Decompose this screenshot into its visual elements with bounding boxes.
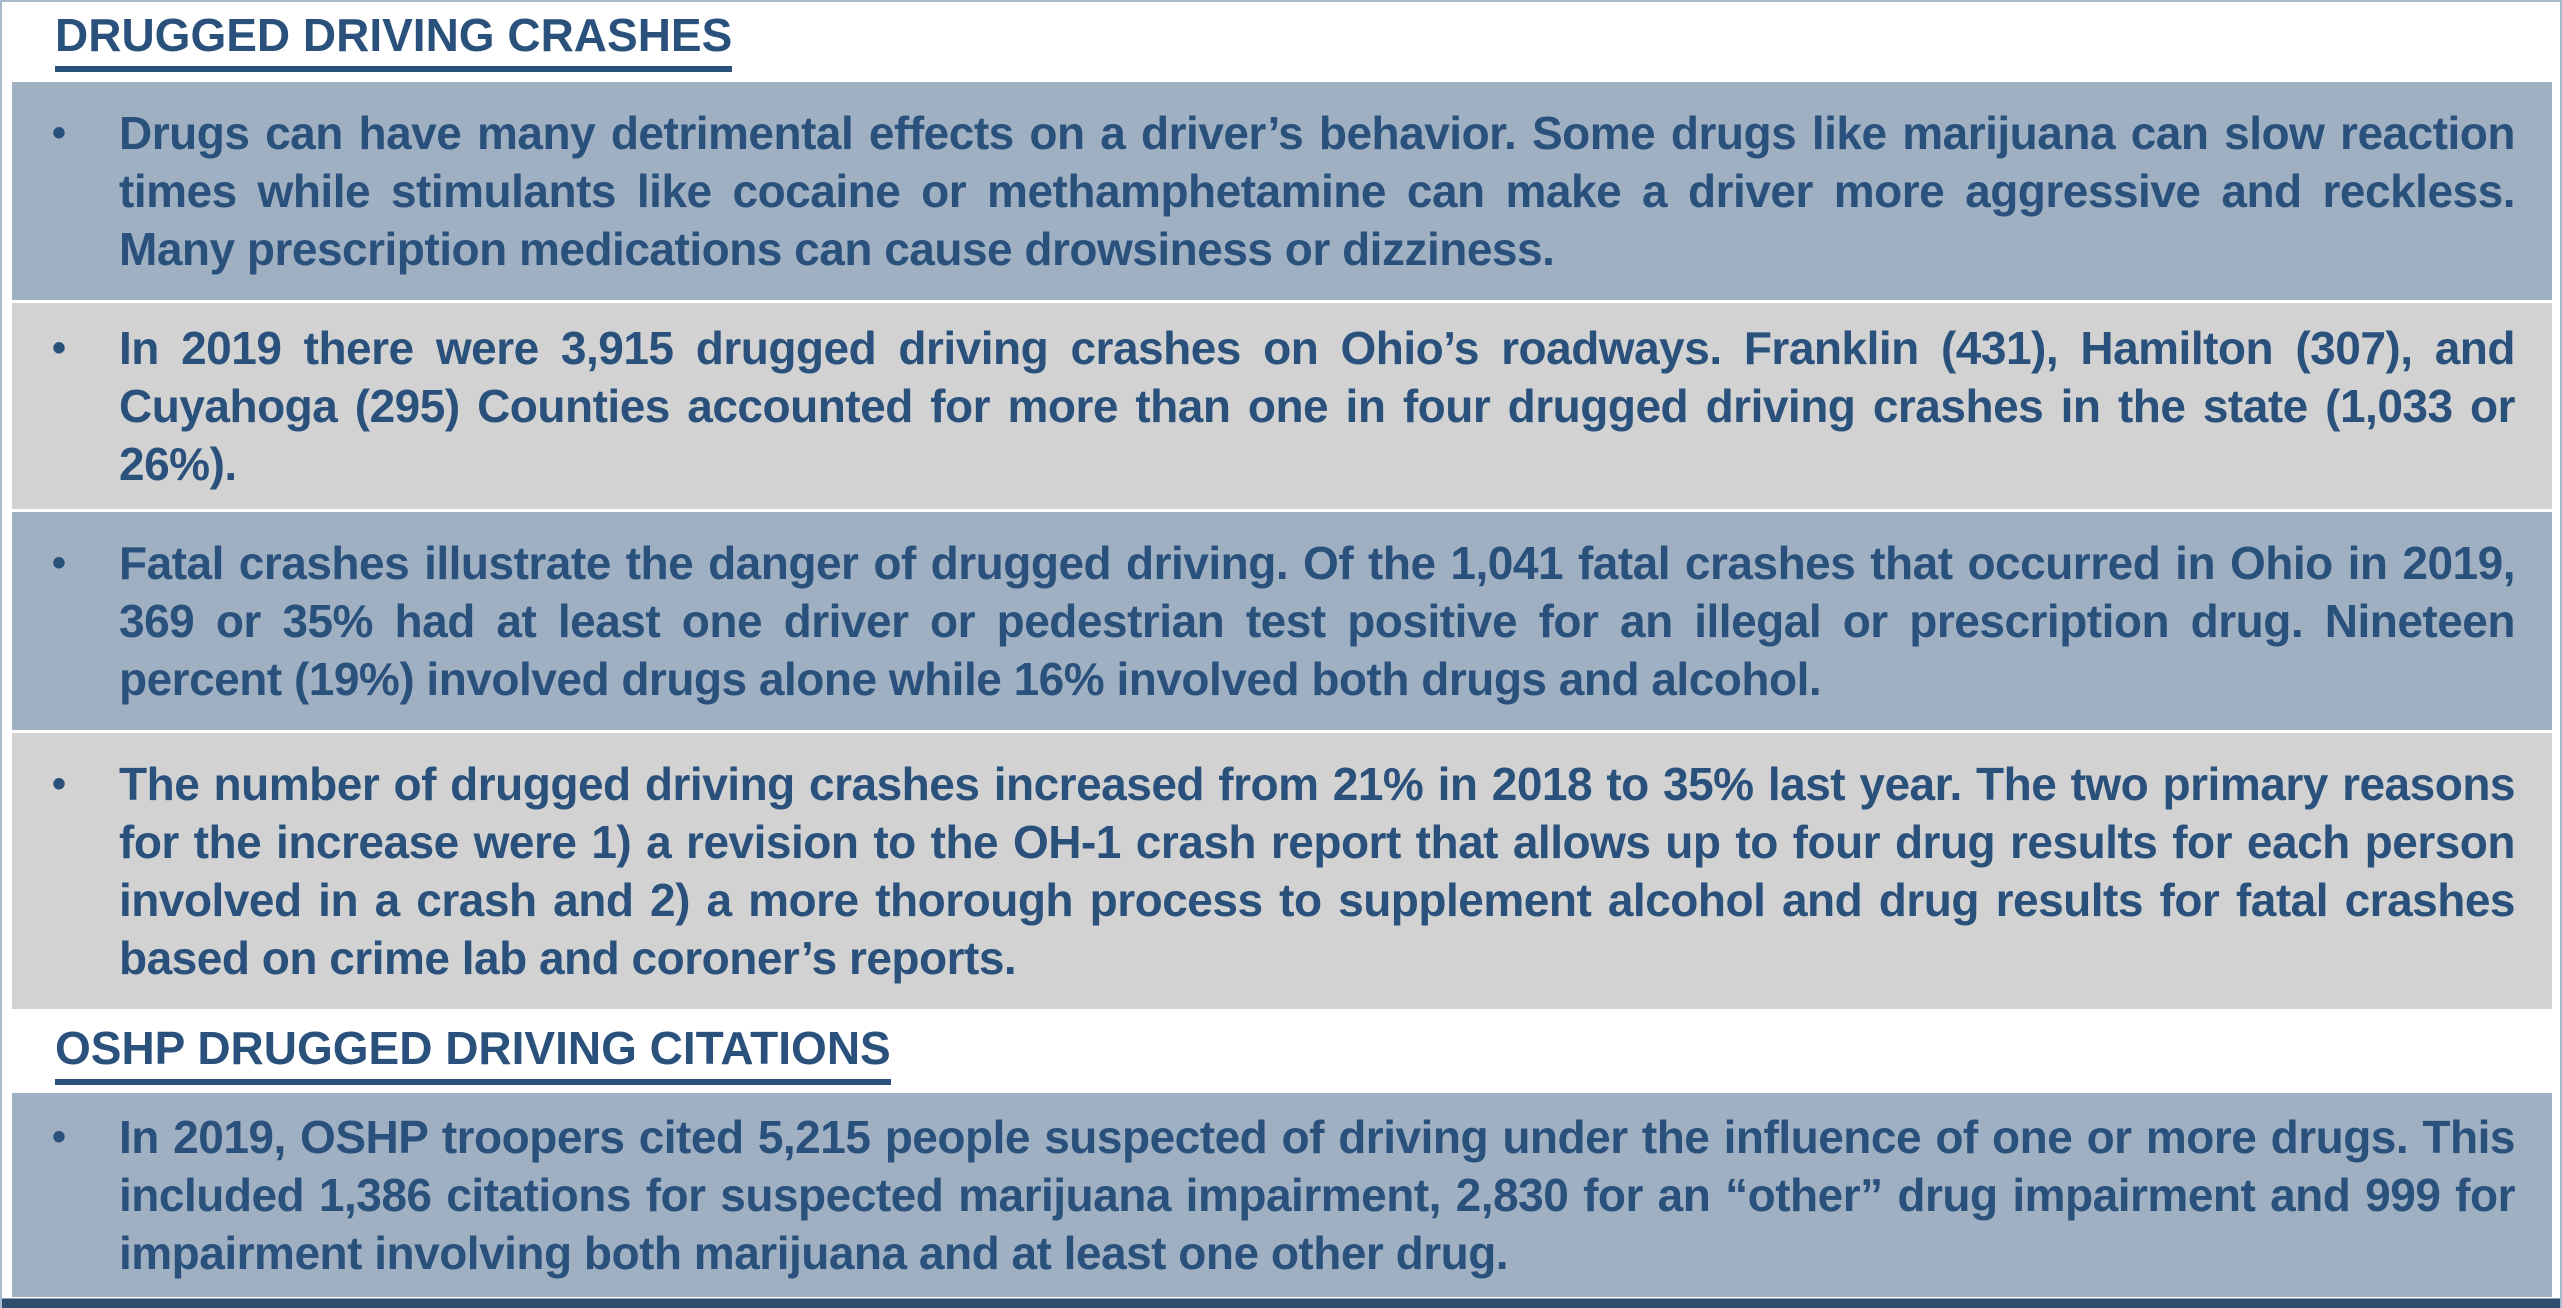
bullet-text-fatal-crashes: Fatal crashes illustrate the danger of drugged driving. Of the 1,041 fatal crashes that occurred in Ohio in 2019, 369 or 35% had at least one driver or pedestrian test positive for an illegal or prescription drug. Nineteen percent (19%) involved drugs alone while 16% involved both drugs and alcohol. xyxy=(119,537,2515,705)
bullet-panel-drug-effects xyxy=(12,82,2552,300)
bullet-item xyxy=(12,534,2552,708)
bullet-marker: • xyxy=(52,326,67,370)
bullet-marker: • xyxy=(52,762,67,806)
bullet-item xyxy=(12,1108,2552,1282)
bullet-text-oshp-citations: In 2019, OSHP troopers cited 5,215 people suspected of driving under the influence of one or more drugs. This included 1,386 citations for suspected marijuana impairment, 2,830 for an “other” drug impairment and 999 for impairment involving both marijuana and at least one other drug. xyxy=(119,1111,2515,1279)
section-heading-crashes xyxy=(55,8,2552,74)
bullet-marker: • xyxy=(52,541,67,585)
bullet-panel-increase-reasons xyxy=(12,733,2552,1009)
bullet-marker: • xyxy=(52,111,67,155)
bullet-text-drug-effects: Drugs can have many detrimental effects on a driver’s behavior. Some drugs like marijuana can slow reaction times while stimulants like cocaine or methamphetamine can make a driver more aggressive and reckless. Many prescription medications can cause drowsiness or dizziness. xyxy=(119,107,2515,275)
bullet-panel-fatal-crashes xyxy=(12,512,2552,730)
bullet-marker: • xyxy=(52,1115,67,1159)
bottom-divider-bar xyxy=(2,1298,2560,1308)
bullet-panel-oshp-citations xyxy=(12,1093,2552,1297)
bullet-panel-crashes-2019 xyxy=(12,303,2552,509)
section-heading-citations-text: OSHP DRUGGED DRIVING CITATIONS xyxy=(55,1021,891,1085)
bullet-text-increase-reasons: The number of drugged driving crashes increased from 21% in 2018 to 35% last year. The two primary reasons for the increase were 1) a revision to the OH-1 crash report that allows up to four drug results for each person involved in a crash and 2) a more thorough process to supplement alcohol and drug results for fatal crashes based on crime lab and coroner’s reports. xyxy=(119,758,2515,984)
section-heading-crashes-text: DRUGGED DRIVING CRASHES xyxy=(55,8,732,72)
bullet-text-crashes-2019: In 2019 there were 3,915 drugged driving crashes on Ohio’s roadways. Franklin (431), Hamilton (307), and Cuyahoga (295) Counties accounted for more than one in four drugged driving crashes in the state (1,033 or 26%). xyxy=(119,322,2515,490)
bullet-item xyxy=(12,319,2552,493)
bullet-item xyxy=(12,104,2552,278)
section-heading-citations xyxy=(55,1021,2552,1087)
bullet-item xyxy=(12,755,2552,987)
